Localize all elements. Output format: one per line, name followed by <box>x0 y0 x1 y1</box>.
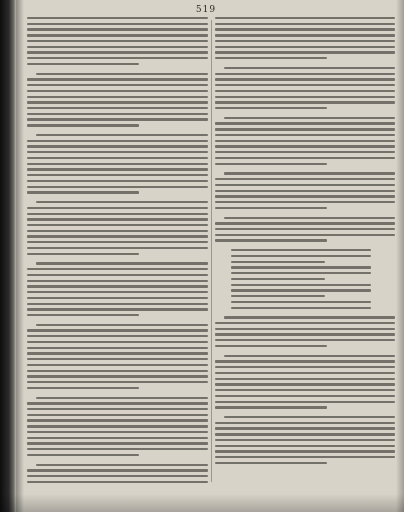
text-line <box>27 442 208 444</box>
text-line <box>215 395 395 397</box>
text-line <box>27 370 208 372</box>
text-line <box>27 17 208 19</box>
text-line <box>215 84 395 86</box>
paragraph <box>215 17 395 59</box>
text-line <box>215 345 327 347</box>
text-line <box>27 40 208 42</box>
binding-shadow <box>16 0 24 512</box>
text-line <box>27 78 208 80</box>
text-line <box>27 180 208 182</box>
text-line <box>36 464 208 466</box>
paragraph <box>215 316 395 347</box>
text-line <box>215 46 395 48</box>
text-line <box>27 303 208 305</box>
text-line <box>27 186 208 188</box>
text-line <box>27 402 208 404</box>
text-line <box>215 122 395 124</box>
text-line <box>215 333 395 335</box>
text-line <box>224 355 395 357</box>
text-line <box>215 178 395 180</box>
text-line <box>27 230 208 232</box>
text-line <box>231 266 371 268</box>
text-line <box>27 213 208 215</box>
text-line <box>27 124 139 126</box>
text-line <box>27 34 208 36</box>
text-line <box>27 280 208 282</box>
text-line <box>215 445 395 447</box>
text-line <box>27 431 208 433</box>
text-line <box>27 352 208 354</box>
text-line <box>215 339 395 341</box>
text-line <box>27 90 208 92</box>
text-line <box>27 437 208 439</box>
text-line <box>231 295 325 297</box>
text-line <box>27 46 208 48</box>
text-column-left <box>27 17 208 487</box>
text-line <box>215 328 395 330</box>
text-line <box>27 163 208 165</box>
text-line <box>27 408 208 410</box>
text-line <box>27 387 139 389</box>
text-line <box>36 73 208 75</box>
text-line <box>231 289 371 291</box>
text-line <box>215 322 395 324</box>
text-line <box>27 454 139 456</box>
text-line <box>215 157 395 159</box>
text-line <box>36 397 208 399</box>
text-line <box>215 222 395 224</box>
text-line <box>224 117 395 119</box>
text-line <box>36 324 208 326</box>
text-line <box>27 145 208 147</box>
text-line <box>215 389 395 391</box>
text-line <box>27 157 208 159</box>
text-line <box>231 255 371 257</box>
text-line <box>215 439 395 441</box>
text-line <box>27 207 208 209</box>
paragraph <box>27 262 208 316</box>
text-line <box>215 73 395 75</box>
text-line <box>224 172 395 174</box>
text-line <box>215 433 395 435</box>
text-line <box>231 284 371 286</box>
text-line <box>215 140 395 142</box>
text-line <box>224 67 395 69</box>
text-line <box>215 228 395 230</box>
text-line <box>224 316 395 318</box>
paragraph <box>27 134 208 194</box>
text-line <box>27 475 208 477</box>
text-line <box>27 28 208 30</box>
text-line <box>215 163 327 165</box>
paragraph <box>27 17 208 65</box>
text-line <box>27 218 208 220</box>
text-line <box>27 414 208 416</box>
text-line <box>27 448 208 450</box>
text-line <box>215 456 395 458</box>
text-line <box>231 272 371 274</box>
text-line <box>27 268 208 270</box>
text-line <box>215 96 395 98</box>
text-line <box>27 247 208 249</box>
text-line <box>215 51 395 53</box>
text-line <box>215 145 395 147</box>
paragraph <box>27 201 208 255</box>
paragraph <box>27 397 208 457</box>
text-line <box>215 366 395 368</box>
text-line <box>36 201 208 203</box>
text-line <box>231 261 325 263</box>
text-line <box>27 419 208 421</box>
paragraph <box>215 172 395 209</box>
text-line <box>27 96 208 98</box>
text-line <box>231 249 371 251</box>
text-line <box>215 195 395 197</box>
text-line <box>231 278 325 280</box>
text-line <box>27 168 208 170</box>
paragraph <box>27 324 208 389</box>
text-line <box>215 234 395 236</box>
text-line <box>27 118 208 120</box>
text-line <box>215 134 395 136</box>
page-bottom-shadow <box>0 494 404 512</box>
text-line <box>27 481 208 483</box>
text-line <box>215 101 395 103</box>
text-line <box>27 140 208 142</box>
text-line <box>27 358 208 360</box>
text-line <box>27 274 208 276</box>
text-line <box>215 151 395 153</box>
text-line <box>27 191 139 193</box>
text-line <box>215 462 327 464</box>
text-line <box>215 450 395 452</box>
text-line <box>27 84 208 86</box>
text-line <box>215 28 395 30</box>
text-line <box>27 364 208 366</box>
text-line <box>215 57 327 59</box>
text-line <box>215 239 327 241</box>
text-line <box>215 17 395 19</box>
text-line <box>36 134 208 136</box>
text-line <box>215 23 395 25</box>
text-line <box>215 40 395 42</box>
text-line <box>27 107 208 109</box>
text-line <box>27 291 208 293</box>
text-line <box>215 422 395 424</box>
paragraph <box>27 464 208 487</box>
verse-block <box>215 249 395 309</box>
text-line <box>27 297 208 299</box>
text-line <box>27 381 208 383</box>
text-line <box>27 329 208 331</box>
paragraph <box>215 67 395 109</box>
text-line <box>27 101 208 103</box>
text-line <box>215 90 395 92</box>
text-line <box>27 174 208 176</box>
text-line <box>215 372 395 374</box>
text-line <box>215 427 395 429</box>
text-line <box>36 262 208 264</box>
text-line <box>231 301 371 303</box>
text-line <box>231 307 371 309</box>
text-line <box>27 224 208 226</box>
text-line <box>27 253 139 255</box>
text-line <box>27 314 139 316</box>
page-edge-shadow <box>396 0 404 512</box>
text-line <box>27 51 208 53</box>
text-line <box>27 151 208 153</box>
text-line <box>215 78 395 80</box>
text-line <box>27 347 208 349</box>
paragraph <box>215 355 395 409</box>
text-line <box>27 235 208 237</box>
text-line <box>27 341 208 343</box>
text-line <box>224 217 395 219</box>
text-line <box>27 335 208 337</box>
text-line <box>215 184 395 186</box>
text-line <box>215 401 395 403</box>
text-line <box>215 128 395 130</box>
text-line <box>215 34 395 36</box>
text-line <box>215 207 327 209</box>
paragraph <box>215 117 395 165</box>
text-line <box>215 406 327 408</box>
text-line <box>215 107 327 109</box>
text-line <box>215 360 395 362</box>
text-line <box>215 190 395 192</box>
page-number: 519 <box>195 5 217 15</box>
paragraph <box>215 416 395 464</box>
text-line <box>27 113 208 115</box>
text-line <box>27 469 208 471</box>
column-rule <box>211 20 212 482</box>
text-line <box>215 201 395 203</box>
text-line <box>27 425 208 427</box>
paragraph <box>27 73 208 127</box>
text-line <box>215 378 395 380</box>
text-line <box>215 383 395 385</box>
paragraph <box>215 217 395 242</box>
text-line <box>27 241 208 243</box>
text-line <box>27 285 208 287</box>
text-column-right <box>215 17 395 487</box>
text-line <box>27 57 208 59</box>
book-binding <box>0 0 16 512</box>
text-line <box>27 308 208 310</box>
text-line <box>27 23 208 25</box>
text-line <box>224 416 395 418</box>
text-line <box>27 375 208 377</box>
text-line <box>27 63 139 65</box>
